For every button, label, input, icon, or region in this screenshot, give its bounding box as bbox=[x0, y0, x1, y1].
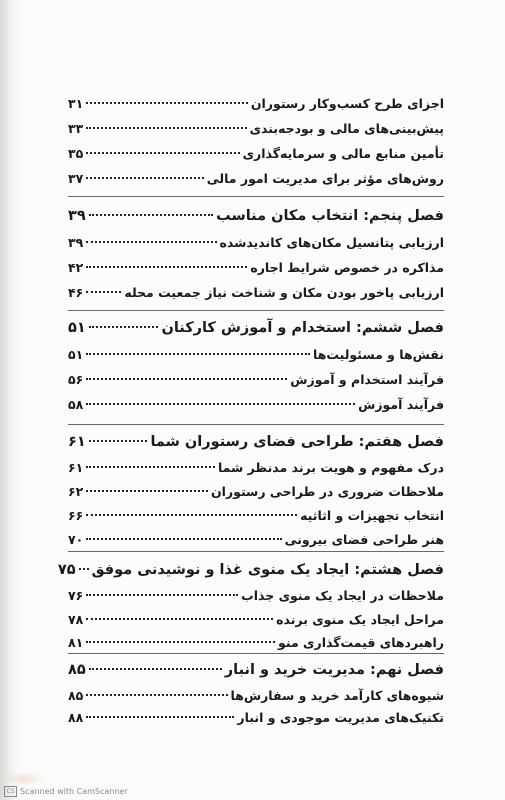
toc-entry-title: شیوه‌های کارآمد خرید و سفارش‌ها bbox=[230, 688, 444, 703]
toc-entry bbox=[68, 96, 444, 118]
toc-chapter-heading bbox=[57, 562, 444, 584]
toc-entry-page: ۶۱ bbox=[68, 434, 86, 450]
toc-entry-title: اجزای طرح کسب‌وکار رستوران bbox=[250, 96, 444, 111]
toc-leader-dots bbox=[86, 102, 248, 104]
toc-entry-title: ملاحظات ضروری در طراحی رستوران bbox=[210, 484, 444, 499]
toc-entry bbox=[68, 372, 444, 394]
toc-leader-dots bbox=[86, 177, 204, 179]
toc-entry-title: فصل هفتم: طراحی فضای رستوران شما bbox=[150, 434, 444, 450]
toc-entry-title: راهبردهای قیمت‌گذاری منو bbox=[278, 635, 444, 650]
toc-leader-dots bbox=[79, 568, 89, 570]
toc-entry bbox=[68, 508, 444, 530]
toc-entry bbox=[68, 588, 444, 610]
toc-entry bbox=[68, 347, 444, 369]
toc-entry-page: ۴۲ bbox=[68, 260, 84, 275]
toc-leader-dots bbox=[89, 214, 213, 216]
toc-leader-dots bbox=[86, 594, 238, 596]
toc-entry-title: فرآیند آموزش bbox=[358, 397, 444, 412]
camscanner-icon: CS bbox=[4, 786, 17, 797]
toc-entry-page: ۸۵ bbox=[68, 662, 86, 678]
paper-stain bbox=[4, 772, 44, 786]
toc-entry-page: ۵۱ bbox=[68, 347, 84, 362]
toc-entry bbox=[68, 146, 444, 168]
toc-entry-page: ۷۸ bbox=[68, 612, 84, 627]
toc-entry-page: ۴۶ bbox=[68, 285, 84, 300]
toc-leader-dots bbox=[86, 152, 239, 154]
toc-entry bbox=[68, 710, 444, 732]
toc-entry-title: فرآیند استخدام و آموزش bbox=[290, 372, 444, 387]
toc-entry bbox=[68, 260, 444, 282]
toc-entry-page: ۷۰ bbox=[68, 532, 84, 547]
toc-entry-title: درک مفهوم و هویت برند مدنظر شما bbox=[217, 460, 444, 475]
toc-leader-dots bbox=[86, 618, 273, 620]
toc-leader-dots bbox=[86, 694, 227, 696]
toc-entry-title: مراحل ایجاد یک منوی برنده bbox=[276, 612, 444, 627]
toc-leader-dots bbox=[86, 466, 215, 468]
toc-entry-page: ۷۶ bbox=[68, 588, 84, 603]
toc-leader-dots bbox=[86, 291, 121, 293]
toc-leader-dots bbox=[86, 241, 216, 243]
toc-chapter-heading bbox=[68, 434, 444, 456]
toc-leader-dots bbox=[89, 326, 159, 328]
toc-leader-dots bbox=[86, 641, 275, 643]
toc-leader-dots bbox=[86, 266, 247, 268]
toc-entry bbox=[68, 235, 444, 257]
toc-leader-dots bbox=[86, 378, 287, 380]
toc-leader-dots bbox=[86, 127, 246, 129]
toc-entry-page: ۵۱ bbox=[68, 320, 86, 336]
toc-entry-page: ۶۶ bbox=[68, 508, 84, 523]
toc-entry-title: روش‌های مؤثر برای مدیریت امور مالی bbox=[206, 171, 444, 186]
toc-leader-dots bbox=[86, 538, 281, 540]
section-divider bbox=[68, 310, 444, 311]
toc-entry-title: فصل پنجم: انتخاب مکان مناسب bbox=[216, 208, 444, 224]
toc-entry-page: ۳۳ bbox=[68, 121, 84, 136]
toc-chapter-heading bbox=[68, 320, 444, 342]
toc-chapter-heading bbox=[68, 662, 444, 684]
toc-entry-title: مذاکره در خصوص شرایط اجاره bbox=[250, 260, 444, 275]
toc-entry-title: فصل هشتم: ایجاد یک منوی غذا و نوشیدنی موفق bbox=[91, 562, 444, 578]
toc-entry-title: تکنیک‌های مدیریت موجودی و انبار bbox=[237, 710, 444, 725]
page-binding-shadow bbox=[0, 0, 18, 800]
toc-entry-page: ۳۵ bbox=[68, 146, 84, 161]
toc-leader-dots bbox=[86, 403, 355, 405]
toc-entry bbox=[68, 285, 444, 307]
toc-entry-page: ۳۷ bbox=[68, 171, 84, 186]
toc-entry-title: ملاحظات در ایجاد یک منوی جذاب bbox=[241, 588, 444, 603]
toc-entry-title: نقش‌ها و مسئولیت‌ها bbox=[313, 347, 444, 362]
toc-leader-dots bbox=[89, 668, 222, 670]
toc-entry-title: ارزیابی پتانسیل مکان‌های کاندیدشده bbox=[219, 235, 444, 250]
toc-entry-page: ۳۱ bbox=[68, 96, 84, 111]
toc-leader-dots bbox=[86, 514, 297, 516]
toc-entry bbox=[68, 397, 444, 419]
toc-entry-title: پیش‌بینی‌های مالی و بودجه‌بندی bbox=[249, 121, 444, 136]
toc-entry bbox=[68, 612, 444, 634]
toc-entry-page: ۸۵ bbox=[68, 688, 84, 703]
toc-entry bbox=[68, 688, 444, 710]
toc-leader-dots bbox=[86, 490, 208, 492]
toc-entry-title: ارزیابی پاخور بودن مکان و شناخت نیاز جمعیت محله bbox=[124, 285, 444, 300]
toc-entry-page: ۶۱ bbox=[68, 460, 84, 475]
toc-entry-page: ۳۹ bbox=[68, 235, 84, 250]
toc-entry bbox=[68, 171, 444, 193]
toc-entry-title: فصل نهم: مدیریت خرید و انبار bbox=[224, 662, 444, 678]
toc-entry bbox=[68, 484, 444, 506]
toc-entry-title: تأمین منابع مالی و سرمایه‌گذاری bbox=[242, 146, 444, 161]
toc-entry-page: ۳۹ bbox=[68, 208, 86, 224]
toc-entry-page: ۸۸ bbox=[68, 710, 84, 725]
toc-entry-page: ۸۱ bbox=[68, 635, 84, 650]
toc-leader-dots bbox=[86, 716, 234, 718]
section-divider bbox=[68, 196, 444, 197]
toc-entry-title: فصل ششم: استخدام و آموزش کارکنان bbox=[161, 320, 444, 336]
toc-entry bbox=[68, 121, 444, 143]
toc-entry-title: هنر طراحی فضای بیرونی bbox=[284, 532, 444, 547]
toc-entry-page: ۵۸ bbox=[68, 397, 84, 412]
watermark-text: Scanned with CamScanner bbox=[20, 787, 128, 796]
section-divider bbox=[68, 551, 444, 552]
toc-chapter-heading bbox=[68, 208, 444, 230]
scanner-watermark bbox=[4, 786, 128, 797]
toc-entry-page: ۵۶ bbox=[68, 372, 84, 387]
toc-leader-dots bbox=[86, 353, 310, 355]
toc-entry-page: ۷۵ bbox=[57, 562, 76, 578]
toc-entry bbox=[68, 460, 444, 482]
section-divider bbox=[68, 424, 444, 425]
toc-entry-page: ۶۲ bbox=[68, 484, 84, 499]
toc-leader-dots bbox=[89, 440, 148, 442]
toc-entry-title: انتخاب تجهیزات و اثاثیه bbox=[300, 508, 444, 523]
section-divider bbox=[68, 653, 444, 654]
